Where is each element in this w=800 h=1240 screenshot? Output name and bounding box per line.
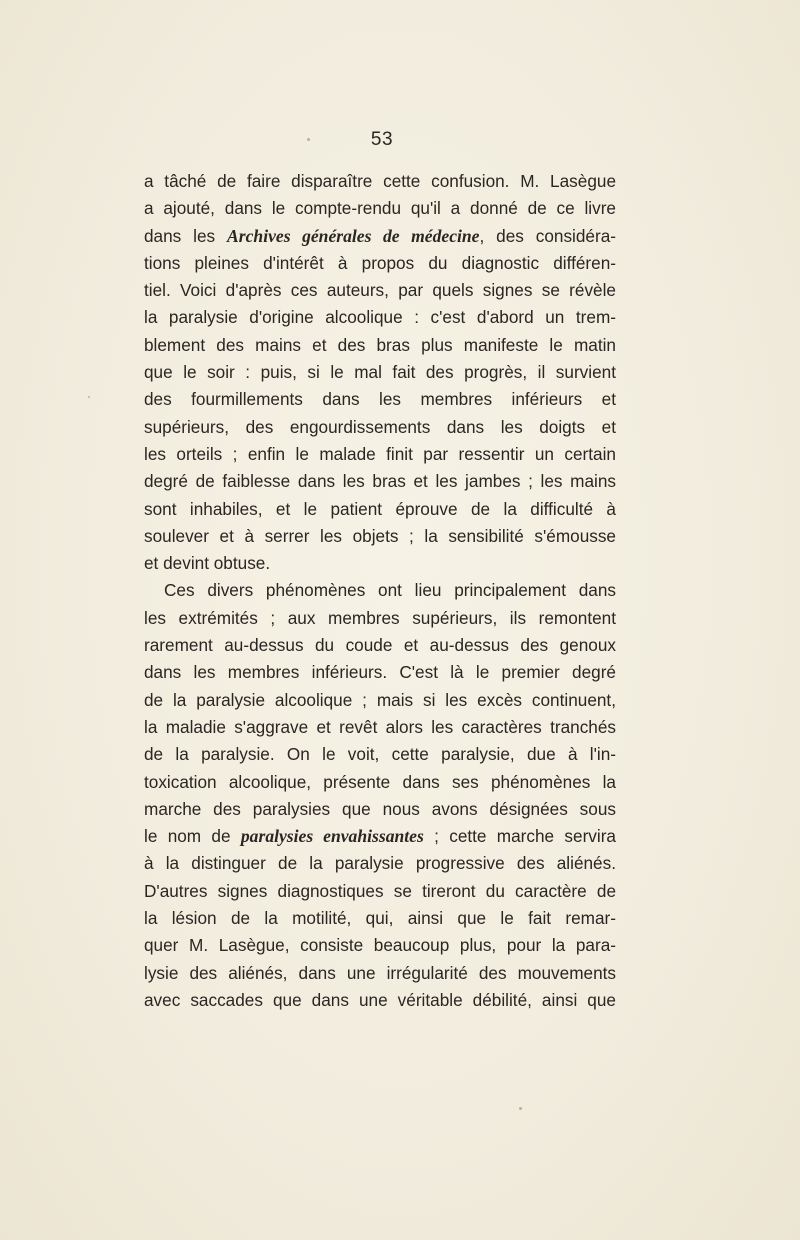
- text-line: [144, 468, 616, 495]
- text-line: [144, 550, 616, 577]
- text-segment: la lésion de la motilité, qui, ainsi que le fait remar-: [144, 908, 616, 929]
- text-line: [144, 277, 616, 304]
- text-line: [144, 823, 616, 850]
- text-segment: que le soir : puis, si le mal fait des progrès, il survient: [144, 362, 616, 383]
- text-segment: quer M. Lasègue, consiste beaucoup plus, pour la para-: [144, 935, 616, 956]
- text-segment: a tâché de faire disparaître cette confusion. M. Lasègue: [144, 171, 616, 191]
- paper-speck: [88, 396, 90, 398]
- text-line: [144, 769, 616, 796]
- text-line: [144, 714, 616, 741]
- text-segment: le nom de: [144, 826, 241, 847]
- text-segment: des fourmillements dans les membres inférieurs et: [144, 389, 616, 410]
- text-line: [144, 659, 616, 686]
- text-segment: tiel. Voici d'après ces auteurs, par quels signes se révèle: [144, 280, 616, 301]
- text-line: [144, 386, 616, 413]
- text-line: [144, 987, 616, 1014]
- text-segment: , des considéra-: [479, 225, 616, 246]
- text-segment: les extrémités ; aux membres supérieurs, ils remontent: [144, 607, 616, 628]
- text-segment: D'autres signes diagnostiques se tireront du caractère de: [144, 880, 616, 901]
- text-line: [144, 577, 616, 604]
- text-segment: et devint obtuse.: [144, 553, 271, 574]
- text-line: [144, 632, 616, 659]
- text-line: [144, 796, 616, 823]
- text-line: [144, 850, 616, 877]
- text-segment: les orteils ; enfin le malade finit par ressentir un certain: [144, 443, 616, 464]
- text-segment: sont inhabiles, et le patient éprouve de la difficulté à: [144, 498, 616, 519]
- text-segment: supérieurs, des engourdissements dans les doigts et: [144, 416, 616, 437]
- text-segment: de la paralysie alcoolique ; mais si les excès continuent,: [144, 689, 616, 710]
- text-line: [144, 414, 616, 441]
- italic-title: paralysies envahissantes: [240, 826, 424, 847]
- text-segment: la paralysie d'origine alcoolique : c'est d'abord un trem-: [144, 307, 616, 328]
- text-line: [144, 332, 616, 359]
- paper-speck: [307, 138, 310, 141]
- page-number: 53: [370, 129, 394, 150]
- text-line: [144, 878, 616, 905]
- body-text: [144, 168, 616, 1014]
- text-segment: tions pleines d'intérêt à propos du diagnostic différen-: [144, 252, 616, 273]
- text-line: [144, 741, 616, 768]
- text-segment: ; cette marche servira: [423, 826, 616, 847]
- text-line: [144, 223, 616, 250]
- text-line: [144, 304, 616, 331]
- text-line: [144, 605, 616, 632]
- text-segment: dans les membres inférieurs. C'est là le premier degré: [144, 662, 616, 683]
- text-line: [144, 168, 616, 195]
- text-segment: soulever et à serrer les objets ; la sensibilité s'émousse: [144, 525, 616, 546]
- text-segment: degré de faiblesse dans les bras et les jambes ; les mains: [144, 471, 616, 492]
- text-segment: la maladie s'aggrave et revêt alors les caractères tranchés: [144, 716, 616, 737]
- text-segment: blement des mains et des bras plus manifeste le matin: [144, 334, 616, 355]
- text-segment: avec saccades que dans une véritable débilité, ainsi que: [144, 989, 616, 1010]
- paper-speck: [519, 1107, 522, 1110]
- text-line: [144, 523, 616, 550]
- text-line: [144, 195, 616, 222]
- text-segment: Ces divers phénomènes ont lieu principalement dans: [164, 580, 616, 601]
- text-line: [144, 687, 616, 714]
- text-segment: dans les: [144, 225, 228, 246]
- text-segment: de la paralysie. On le voit, cette paralysie, due à l'in-: [144, 744, 616, 765]
- text-segment: a ajouté, dans le compte-rendu qu'il a donné de ce livre: [144, 198, 616, 219]
- text-line: [144, 441, 616, 468]
- text-line: [144, 960, 616, 987]
- text-line: [144, 359, 616, 386]
- text-line: [144, 905, 616, 932]
- text-segment: lysie des aliénés, dans une irrégularité des mouvements: [144, 962, 616, 983]
- text-segment: rarement au-dessus du coude et au-dessus des genoux: [144, 635, 616, 656]
- text-line: [144, 932, 616, 959]
- text-segment: toxication alcoolique, présente dans ses phénomènes la: [144, 771, 616, 792]
- text-segment: marche des paralysies que nous avons désignées sous: [144, 798, 616, 819]
- text-line: [144, 250, 616, 277]
- text-line: [144, 496, 616, 523]
- text-segment: à la distinguer de la paralysie progressive des aliénés.: [144, 853, 616, 874]
- italic-title: Archives générales de médecine: [227, 225, 480, 246]
